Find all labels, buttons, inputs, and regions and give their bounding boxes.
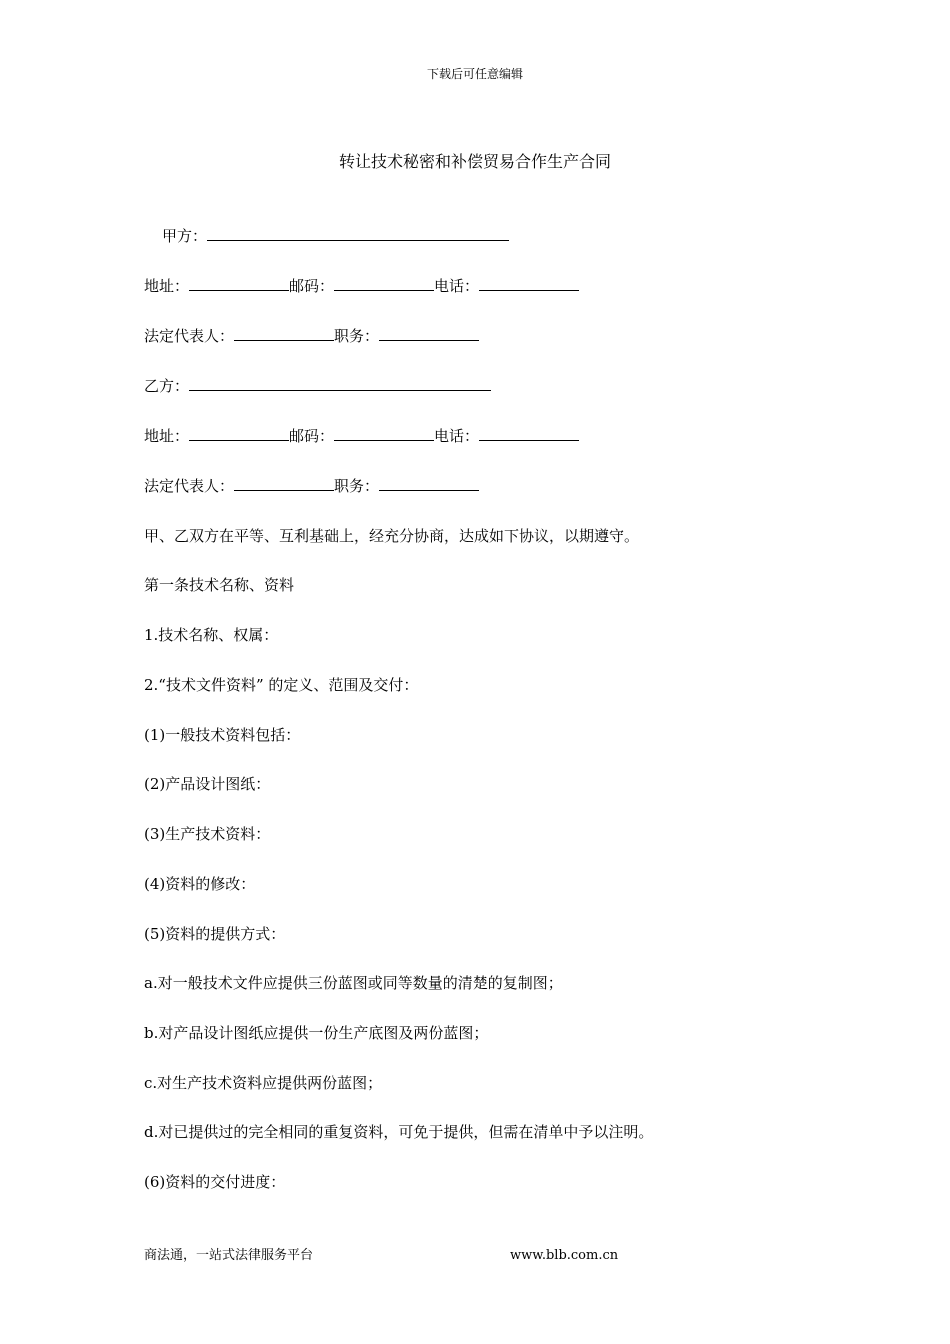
sub-item-1: (1)一般技术资料包括： [144, 726, 301, 744]
party-b-position-label: 职务： [334, 477, 380, 495]
party-b-line [144, 376, 491, 396]
party-a-postcode-label: 邮码： [289, 277, 335, 295]
party-b-label: 乙方： [144, 377, 190, 395]
party-a-address-label: 地址： [144, 277, 190, 295]
party-a-position-label: 职务： [334, 327, 380, 345]
party-a-contact-line [144, 276, 579, 296]
party-a-name-blank [207, 226, 509, 241]
party-b-postcode-label: 邮码： [289, 427, 335, 445]
footer-website-link[interactable]: www.blb.com.cn [510, 1248, 619, 1263]
sub-item-6: (6)资料的交付进度： [144, 1173, 286, 1191]
party-a-postcode-blank [334, 276, 434, 291]
party-a-phone-blank [479, 276, 579, 291]
party-a-rep-blank [234, 326, 334, 341]
party-a-label: 甲方： [162, 227, 208, 245]
article-1-heading: 第一条技术名称、资料 [144, 576, 295, 594]
party-b-contact-line [144, 426, 579, 446]
item-1: 1.技术名称、权属： [144, 626, 279, 644]
party-b-position-blank [379, 476, 479, 491]
party-b-rep-line [144, 476, 479, 496]
preamble-paragraph: 甲、乙双方在平等、互利基础上，经充分协商，达成如下协议，以期遵守。 [144, 527, 640, 545]
party-b-address-label: 地址： [144, 427, 190, 445]
party-b-address-blank [189, 426, 289, 441]
party-a-position-blank [379, 326, 479, 341]
sub-item-2: (2)产品设计图纸： [144, 775, 271, 793]
party-b-phone-blank [479, 426, 579, 441]
item-2: 2.“技术文件资料” 的定义、范围及交付： [144, 676, 419, 694]
header-note: 下载后可任意编辑 [426, 67, 523, 81]
party-a-address-blank [189, 276, 289, 291]
party-a-rep-label: 法定代表人： [144, 327, 235, 345]
provision-c: c.对生产技术资料应提供两份蓝图； [144, 1074, 383, 1092]
party-a-phone-label: 电话： [434, 277, 480, 295]
sub-item-4: (4)资料的修改： [144, 875, 256, 893]
party-b-phone-label: 电话： [434, 427, 480, 445]
provision-d: d.对已提供过的完全相同的重复资料，可免于提供，但需在清单中予以注明。 [144, 1123, 654, 1141]
party-b-rep-blank [234, 476, 334, 491]
footer-platform-text: 商法通，一站式法律服务平台 [144, 1248, 314, 1263]
party-b-postcode-blank [334, 426, 434, 441]
document-title: 转让技术秘密和补偿贸易合作生产合同 [338, 152, 611, 171]
provision-a: a.对一般技术文件应提供三份蓝图或同等数量的清楚的复制图； [144, 974, 563, 992]
sub-item-5: (5)资料的提供方式： [144, 925, 286, 943]
party-b-name-blank [189, 376, 491, 391]
party-a-rep-line [144, 326, 479, 346]
party-a-line [162, 226, 509, 246]
provision-b: b.对产品设计图纸应提供一份生产底图及两份蓝图； [144, 1024, 489, 1042]
sub-item-3: (3)生产技术资料： [144, 825, 271, 843]
party-b-rep-label: 法定代表人： [144, 477, 235, 495]
